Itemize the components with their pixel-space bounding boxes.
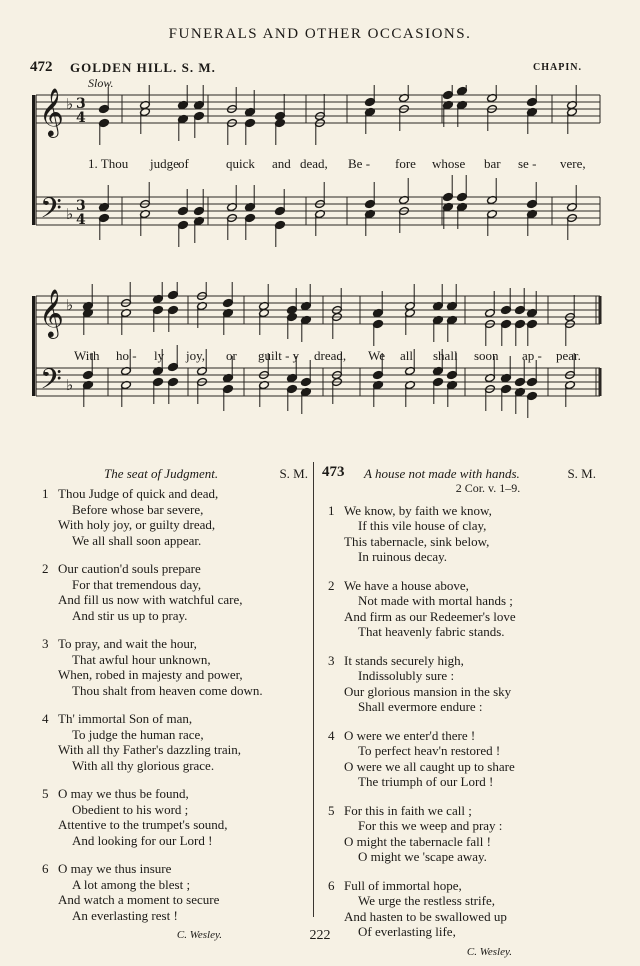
system-bracket	[32, 296, 35, 396]
time-signature-top: 3	[76, 198, 86, 214]
stanza	[44, 786, 308, 848]
time-signature-bottom: 4	[76, 212, 86, 228]
stanza-line: Thou shalt from heaven come down.	[72, 682, 263, 698]
stanza-line: It stands securely high,	[344, 652, 464, 668]
music-system-2	[0, 282, 640, 452]
stanza-line: Indissolubly sure :	[358, 668, 455, 683]
stanza-line: A lot among the blest ;	[72, 876, 191, 892]
flat-sign: ♭	[66, 296, 74, 314]
stanza	[44, 561, 308, 623]
stanza-line: Attentive to the trumpet's sound,	[58, 817, 228, 832]
stanza-list	[330, 503, 596, 940]
composer-name: CHAPIN.	[533, 62, 582, 73]
stanza-line: We urge the restless strife,	[358, 893, 495, 908]
stanza-line: O might the tabernacle fall !	[344, 833, 491, 849]
flat-sign: ♭	[66, 205, 74, 223]
lyric-syllable: soon	[474, 348, 499, 363]
stanza-number: 3	[328, 652, 335, 668]
hymn-number: 472	[30, 59, 53, 75]
tempo-marking: Slow.	[88, 76, 114, 90]
stanza-line: And stir us up to pray.	[72, 607, 188, 623]
stanza-line: In ruinous decay.	[358, 549, 448, 564]
stanza	[330, 728, 596, 790]
stanza-line: Before whose bar severe,	[72, 501, 204, 517]
stanza-list	[44, 486, 308, 923]
lyric-syllable: vere,	[560, 156, 586, 171]
bass-clef: 𝄢	[40, 363, 62, 403]
lyric-syllable: judge	[150, 156, 179, 171]
stanza-line: Of everlasting life,	[358, 924, 456, 939]
stanza-number: 4	[42, 711, 49, 726]
stanza-line: If this vile house of clay,	[358, 518, 487, 533]
stanza-line: O may we thus insure	[58, 861, 172, 876]
stanza-line: O were we enter'd there !	[344, 727, 476, 743]
stanza-number: 6	[328, 877, 335, 893]
stanza-line: Full of immortal hope,	[344, 877, 462, 893]
lyric-syllable: shall	[433, 348, 458, 363]
stanza-line: For that tremendous day,	[72, 576, 202, 592]
stanza-line: That heavenly fabric stands.	[358, 624, 505, 639]
treble-clef: 𝄞	[39, 87, 64, 136]
lyrics-line-2	[0, 348, 640, 366]
lyric-syllable: quick	[226, 156, 255, 171]
stanza-line: And firm as our Redeemer's love	[344, 608, 516, 624]
stanza-line: We all shall soon appear.	[72, 532, 202, 548]
lyric-syllable: se -	[518, 156, 537, 171]
stanza-line: O might we 'scape away.	[358, 849, 487, 864]
stanza-line: Thou Judge of quick and dead,	[58, 486, 219, 501]
stanza-line: When, robed in majesty and power,	[58, 667, 243, 682]
stanza	[330, 503, 596, 565]
author-credit: C. Wesley.	[466, 945, 512, 958]
stanza-line: O were we all caught up to share	[344, 758, 515, 774]
time-signature-top: 3	[76, 96, 86, 112]
lyric-syllable: ly	[154, 348, 165, 363]
text-title: A house not made with hands.	[364, 466, 520, 481]
bass-clef: 𝄢	[40, 192, 62, 232]
stanza-line: O may we thus be found,	[58, 786, 189, 801]
flat-sign: ♭	[66, 95, 74, 113]
lyric-syllable: or	[226, 348, 237, 363]
lyric-syllable: Be -	[348, 156, 371, 171]
text-meter: S. M.	[567, 466, 596, 481]
lyric-syllable: fore	[395, 156, 416, 171]
stanza-line: We have a house above,	[344, 577, 469, 593]
stanza-line: And watch a moment to secure	[58, 892, 220, 907]
stanza-line: To perfect heav'n restored !	[358, 743, 501, 758]
lyric-syllable: dread,	[314, 348, 347, 363]
stanza-line: This tabernacle, sink below,	[344, 533, 490, 549]
lyric-syllable: whose	[432, 156, 466, 171]
lyric-syllable: ho -	[116, 348, 137, 363]
text-heading	[44, 466, 308, 484]
stanza-line: With all thy glorious grace.	[72, 757, 215, 773]
stanza-line: We know, by faith we know,	[344, 502, 492, 518]
stanza-number: 5	[328, 802, 335, 818]
stanza-line: And looking for our Lord !	[72, 832, 213, 848]
page-number: 222	[309, 928, 331, 943]
stanza-line: With all thy Father's dazzling train,	[58, 742, 242, 757]
running-head: FUNERALS AND OTHER OCCASIONS.	[168, 26, 472, 42]
stanza	[330, 803, 596, 865]
stanza-number: 3	[42, 636, 49, 651]
stanza-line: To pray, and wait the hour,	[58, 636, 197, 651]
lyric-syllable: 1. Thou	[88, 156, 129, 171]
stanza-line: Th' immortal Son of man,	[58, 711, 193, 726]
stanza-line: And fill us now with watchful care,	[58, 592, 243, 607]
stanza	[44, 861, 308, 923]
stanza-number: 6	[42, 861, 49, 876]
column-divider	[313, 462, 314, 917]
stanza-line: To judge the human race,	[72, 726, 204, 742]
stanza-number: 4	[328, 727, 335, 743]
stanza-line: Not made with mortal hands ;	[358, 593, 513, 608]
flat-sign: ♭	[66, 376, 74, 394]
stanza-line: With holy joy, or guilty dread,	[58, 517, 216, 532]
lyrics-line-1	[0, 156, 640, 174]
lyric-syllable: and	[272, 156, 291, 171]
time-signature-bottom: 4	[76, 110, 86, 126]
stanza-line: Obedient to his word ;	[72, 801, 189, 817]
scripture-text: 2 Cor. v. 1–9.	[455, 481, 521, 495]
stanza-line: For this in faith we call ;	[344, 802, 472, 818]
stanza-number: 1	[42, 486, 49, 501]
lyric-syllable: of	[178, 156, 189, 171]
lyric-syllable: We	[368, 348, 385, 363]
lyric-syllable: all	[400, 348, 413, 363]
stanza	[330, 653, 596, 715]
lyric-syllable: ap -	[522, 348, 542, 363]
hymn-number: 473	[322, 464, 345, 480]
hymn-text-house-not-made-with-hands	[322, 464, 596, 960]
stanza-number: 5	[42, 786, 49, 801]
text-title: The seat of Judgment.	[104, 466, 219, 481]
stanza-line: That awful hour unknown,	[72, 651, 211, 667]
stanza-line: Our glorious mansion in the sky	[344, 683, 512, 699]
stanza-line: An everlasting rest !	[72, 907, 178, 923]
stanza-number: 1	[328, 502, 335, 518]
stanza	[44, 711, 308, 773]
stanza	[44, 636, 308, 698]
lyric-syllable: With	[74, 348, 100, 363]
lyric-syllable: bar	[484, 156, 501, 171]
stanza	[330, 578, 596, 640]
lyric-syllable: pear.	[556, 348, 581, 363]
stanza	[44, 486, 308, 548]
treble-clef: 𝄞	[39, 288, 64, 337]
stanza-number: 2	[42, 561, 49, 576]
hymn-text-seat-of-judgment	[44, 466, 308, 944]
stanza-number: 2	[328, 577, 335, 593]
tune-title: GOLDEN HILL. S. M.	[70, 60, 216, 75]
lyric-syllable: joy,	[186, 348, 206, 363]
stanza-line: The triumph of our Lord !	[358, 774, 494, 789]
text-heading	[322, 464, 596, 484]
lyric-syllable: dead,	[300, 156, 328, 171]
stanza-line: Our caution'd souls prepare	[58, 561, 201, 576]
stanza-line: For this we weep and pray :	[358, 818, 503, 833]
text-meter: S. M.	[279, 466, 308, 481]
author-credit: C. Wesley.	[176, 929, 222, 941]
lyric-syllable: guilt - y	[258, 348, 300, 363]
stanza-line: And hasten to be swallowed up	[344, 908, 507, 924]
stanza-line: Shall evermore endure :	[358, 699, 483, 714]
